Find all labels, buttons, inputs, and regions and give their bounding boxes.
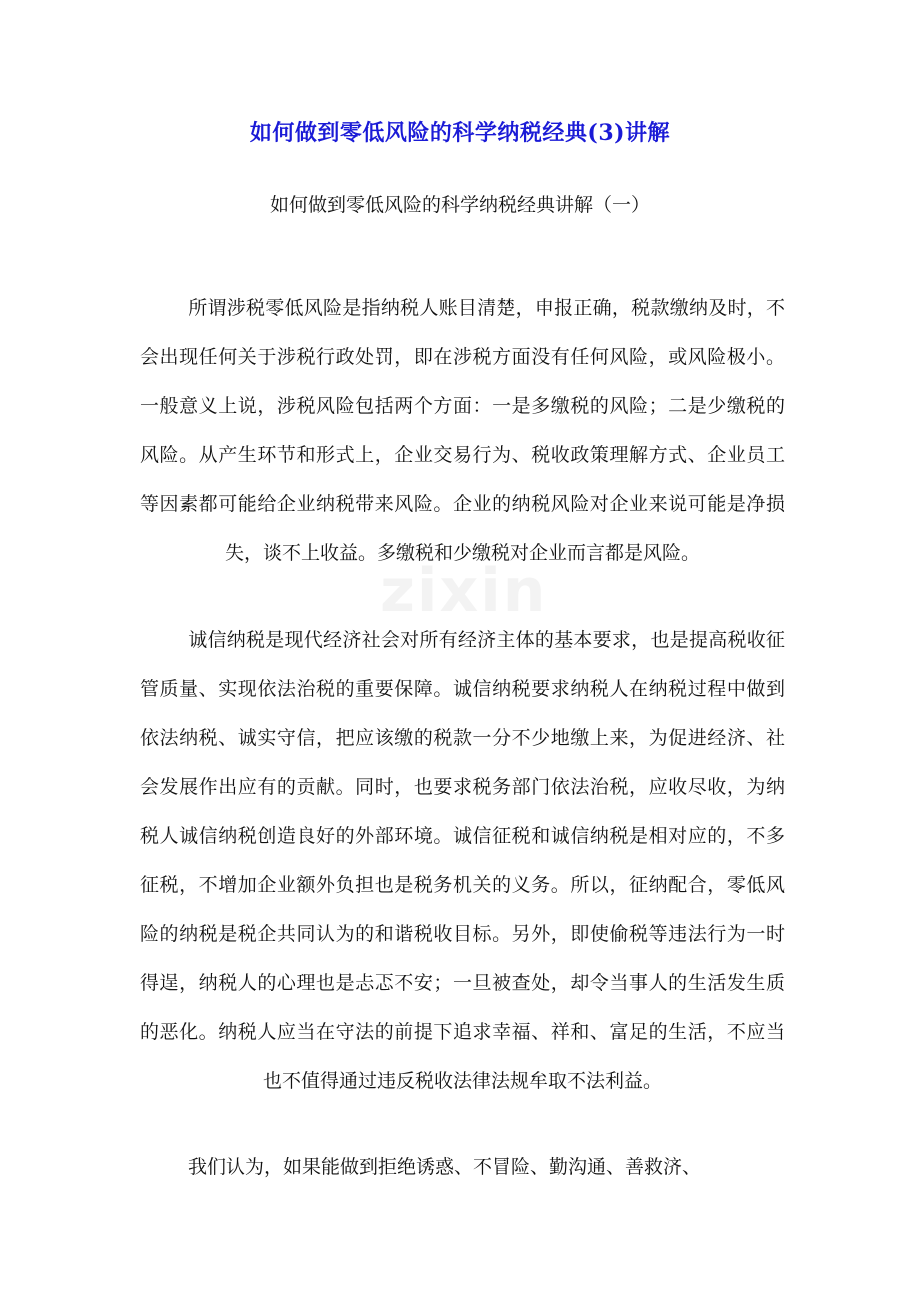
document-title: 如何做到零低风险的科学纳税经典(3)讲解 xyxy=(249,120,671,146)
paragraph-1-text: 所谓涉税零低风险是指纳税人账目清楚，申报正确，税款缴纳及时，不会出现任何关于涉税行政处罚，即在涉税方面没有任何风险，或风险极小。一般意义上说，涉税风险包括两个方面：一是多缴税的风险；二是少缴税的风险。从产生环节和形式上，企业交易行为、税收政策理解方式、企业员工等因素都可能给企业纳税带来风险。企业的纳税风险对企业来说可能是净损失，谈不上收益。多缴税和少缴税对企业而言都是风险。 xyxy=(140,297,785,564)
paragraph-2-text: 诚信纳税是现代经济社会对所有经济主体的基本要求，也是提高税收征管质量、实现依法治税的重要保障。诚信纳税要求纳税人在纳税过程中做到依法纳税、诚实守信，把应该缴的税款一分不少地缴上来，为促进经济、社会发展作出应有的贡献。同时，也要求税务部门依法治税，应收尽收，为纳税人诚信纳税创造良好的外部环境。诚信征税和诚信纳税是相对应的，不多征税，不增加企业额外负担也是税务机关的义务。所以，征纳配合，零低风险的纳税是税企共同认为的和谐税收目标。另外，即使偷税等违法行为一时得逞，纳税人的心理也是忐忑不安；一旦被查处，却令当事人的生活发生质的恶化。纳税人应当在守法的前提下追求幸福、祥和、富足的生活，不应当也不值得通过违反税收法律法规牟取不法利益。 xyxy=(140,629,785,1092)
paragraph-2 xyxy=(140,616,785,1106)
watermark: zixin xyxy=(380,556,548,626)
paragraph-1 xyxy=(140,284,785,578)
paragraph-3 xyxy=(140,1143,785,1192)
document-subtitle: 如何做到零低风险的科学纳税经典讲解（一） xyxy=(269,194,650,216)
paragraph-3-text: 我们认为，如果能做到拒绝诱惑、不冒险、勤沟通、善救济、 xyxy=(188,1156,702,1178)
